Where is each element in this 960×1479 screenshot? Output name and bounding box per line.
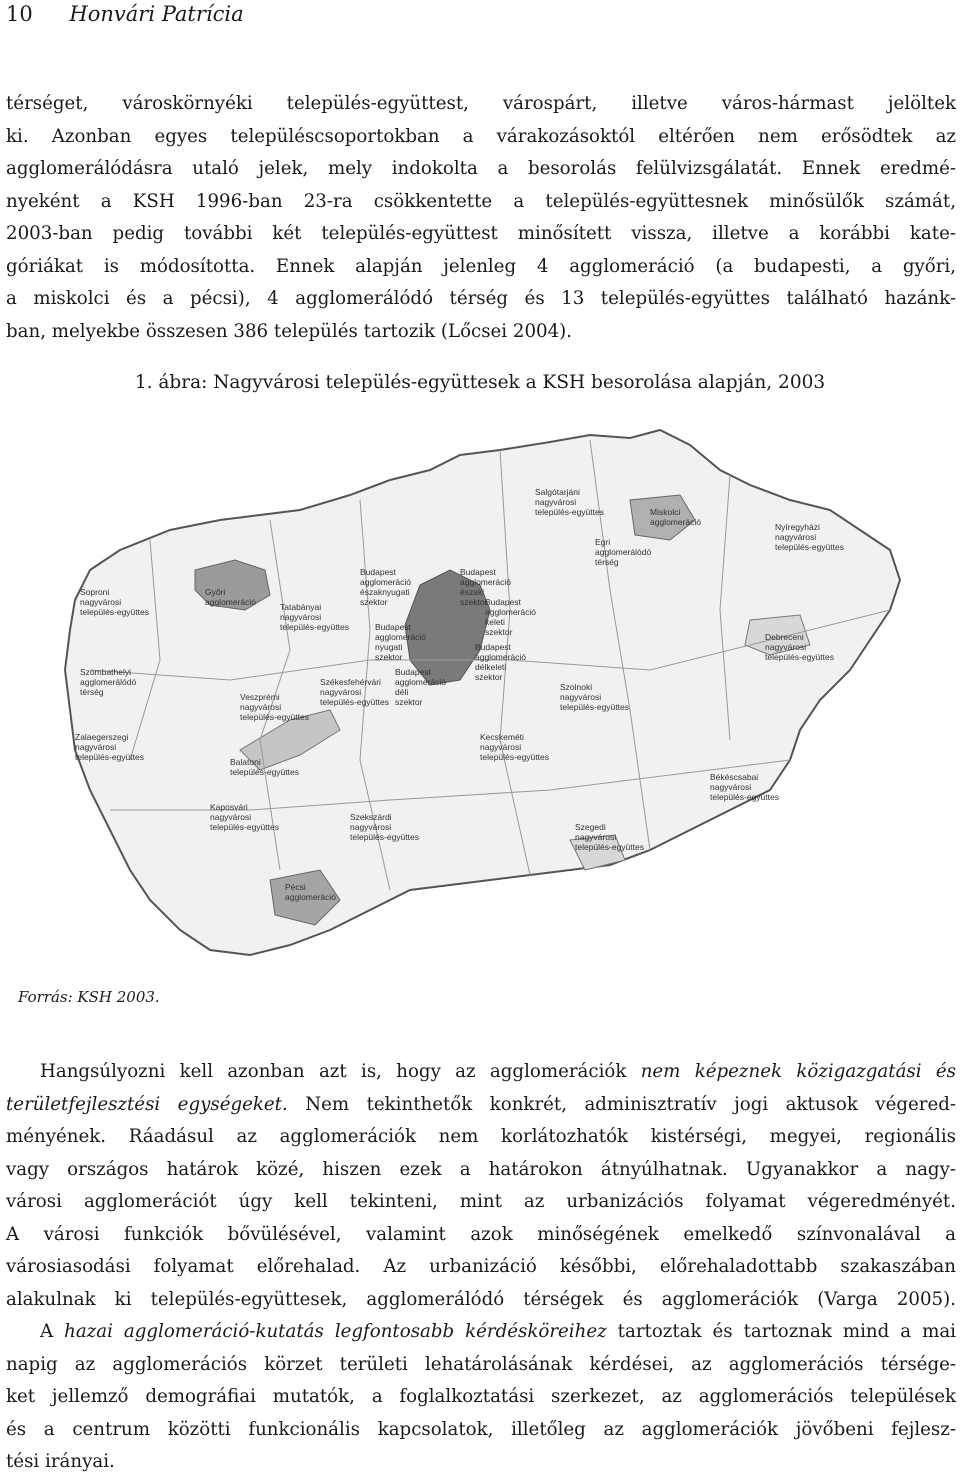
map-label: Békéscsabai nagyvárosi település-együttes	[710, 772, 779, 802]
map-label: Budapest agglomeráció északnyugati szektor	[360, 567, 412, 607]
text-line	[6, 1316, 956, 1349]
map-label: Egri agglomerálódó térség	[595, 537, 652, 567]
map-label: Budapest agglomeráció délkeleti szektor	[475, 642, 527, 682]
map-label: Debreceni nagyvárosi település-együttes	[765, 632, 834, 662]
map-label: Miskolci agglomeráció	[650, 507, 702, 527]
text-line: napig az agglomerációs körzet területi lehatárolásának kérdései, az agglomerációs térsége-	[6, 1353, 956, 1375]
map-label: Zalaegerszegi nagyvárosi település-együttes	[75, 732, 144, 762]
text-line: agglomerálódásra utaló jelek, mely indokolta a besorolás felülvizsgálatát. Ennek eredmé-	[6, 158, 956, 179]
map-label: Győri agglomeráció	[205, 587, 257, 607]
emphasis-text: hazai agglomeráció-kutatás legfontosabb kérdésköreihez	[64, 1321, 607, 1342]
map-label: Salgótarjáni nagyvárosi település-együttes	[535, 487, 604, 517]
text-run: Nem tekinthetők konkrét, adminisztratív jogi aktusok végered-	[287, 1093, 956, 1115]
map-label: Nyíregyházi nagyvárosi település-együttes	[775, 522, 844, 552]
text-line: városiasodási folyamat előrehalad. Az urbanizáció későbbi, előrehaladottabb szakaszában	[6, 1256, 956, 1277]
text-line: városi agglomerációt úgy kell tekinteni, mint az urbanizációs folyamat végeredményét.	[6, 1191, 956, 1212]
paragraph-2	[6, 1056, 956, 1479]
map-label: Budapest agglomeráció keleti szektor	[485, 597, 537, 637]
map-label: Kecskeméti nagyvárosi település-együttes	[480, 732, 549, 762]
text-run: A	[40, 1321, 65, 1342]
text-line: és a centrum közötti funkcionális kapcsolatok, illetőleg az agglomerációk jövőbeni fejlesz-	[6, 1418, 956, 1440]
map-label: Szombathelyi agglomerálódó térség	[80, 667, 137, 697]
page-number: 10	[6, 2, 33, 26]
emphasis-text: nem képeznek közigazgatási és	[640, 1061, 956, 1082]
map-label: Budapest agglomeráció déli szektor	[395, 667, 447, 707]
country-outline	[65, 430, 900, 955]
text-run: tartoztak és tartoznak mind a mai	[606, 1321, 956, 1342]
map-label: Pécsi agglomeráció	[285, 882, 337, 902]
map-label: Soproni nagyvárosi település-együttes	[80, 587, 149, 617]
text-line: ket jellemző demográfiai mutatók, a foglalkoztatási szerkezet, az agglomerációs települések	[6, 1386, 956, 1407]
text-line: 2003-ban pedig további két település-együttest minősített vissza, illetve a korábbi kate-	[6, 223, 956, 244]
paragraph-1	[6, 88, 956, 348]
map-label: Kaposvári nagyvárosi település-együttes	[210, 802, 279, 832]
figure-source: Forrás: KSH 2003.	[18, 988, 160, 1006]
text-line: térséget, városkörnyéki település-együttest, várospárt, illetve város-hármast jelöltek	[6, 93, 956, 114]
map-label: Tatabányai nagyvárosi település-együttes	[280, 602, 349, 632]
text-line: nyeként a KSH 1996-ban 23-ra csökkentette a település-együttesnek minősülők számát,	[6, 190, 956, 212]
running-author: Honvári Patrícia	[69, 2, 244, 26]
hungary-map	[30, 410, 930, 980]
map-label: Székesfehérvári nagyvárosi település-együttes	[320, 677, 389, 707]
text-line: góriákat is módosította. Ennek alapján jelenleg 4 agglomeráció (a budapesti, a győri,	[6, 255, 956, 277]
text-line: tési irányai.	[6, 1451, 115, 1472]
text-line: a miskolci és a pécsi), 4 agglomerálódó térség és 13 település-együttes található hazánk-	[6, 288, 956, 309]
map-label: Balatoni település-együttes	[230, 757, 299, 777]
text-line: ményének. Ráadásul az agglomerációk nem korlátozhatók kistérségi, megyei, regionális	[6, 1126, 956, 1147]
page-header	[6, 2, 244, 26]
emphasis-text: területfejlesztési egységeket.	[6, 1093, 288, 1115]
figure-caption: 1. ábra: Nagyvárosi település-együttesek a KSH besorolása alapján, 2003	[134, 372, 826, 393]
text-line: ki. Azonban egyes településcsoportokban a várakozásoktól eltérően nem erősödtek az	[6, 125, 956, 147]
text-line: A városi funkciók bővülésével, valamint azok minőségének emelkedő színvonalával a	[6, 1223, 956, 1245]
text-line	[6, 1089, 956, 1122]
map-label: Szekszárdi nagyvárosi település-együttes	[350, 812, 419, 842]
text-line: vagy országos határok közé, hiszen ezek a határokon átnyúlhatnak. Ugyanakkor a nagy-	[6, 1158, 956, 1180]
map-label: Szegedi nagyvárosi település-együttes	[575, 822, 644, 852]
map-label: Szolnoki nagyvárosi település-együttes	[560, 682, 629, 712]
map-label: Veszprémi nagyvárosi település-együttes	[240, 692, 309, 722]
text-run: Hangsúlyozni kell azonban azt is, hogy az agglomerációk	[40, 1061, 641, 1082]
text-line	[6, 1056, 956, 1089]
map-label: Budapest agglomeráció északi szektor	[460, 567, 512, 607]
map-label: Budapest agglomeráció nyugati szektor	[375, 622, 427, 662]
text-line: alakulnak ki település-együttesek, agglomerálódó térségek és agglomerációk (Varga 2005).	[6, 1288, 956, 1310]
text-line: ban, melyekbe összesen 386 település tartozik (Lőcsei 2004).	[6, 320, 573, 342]
